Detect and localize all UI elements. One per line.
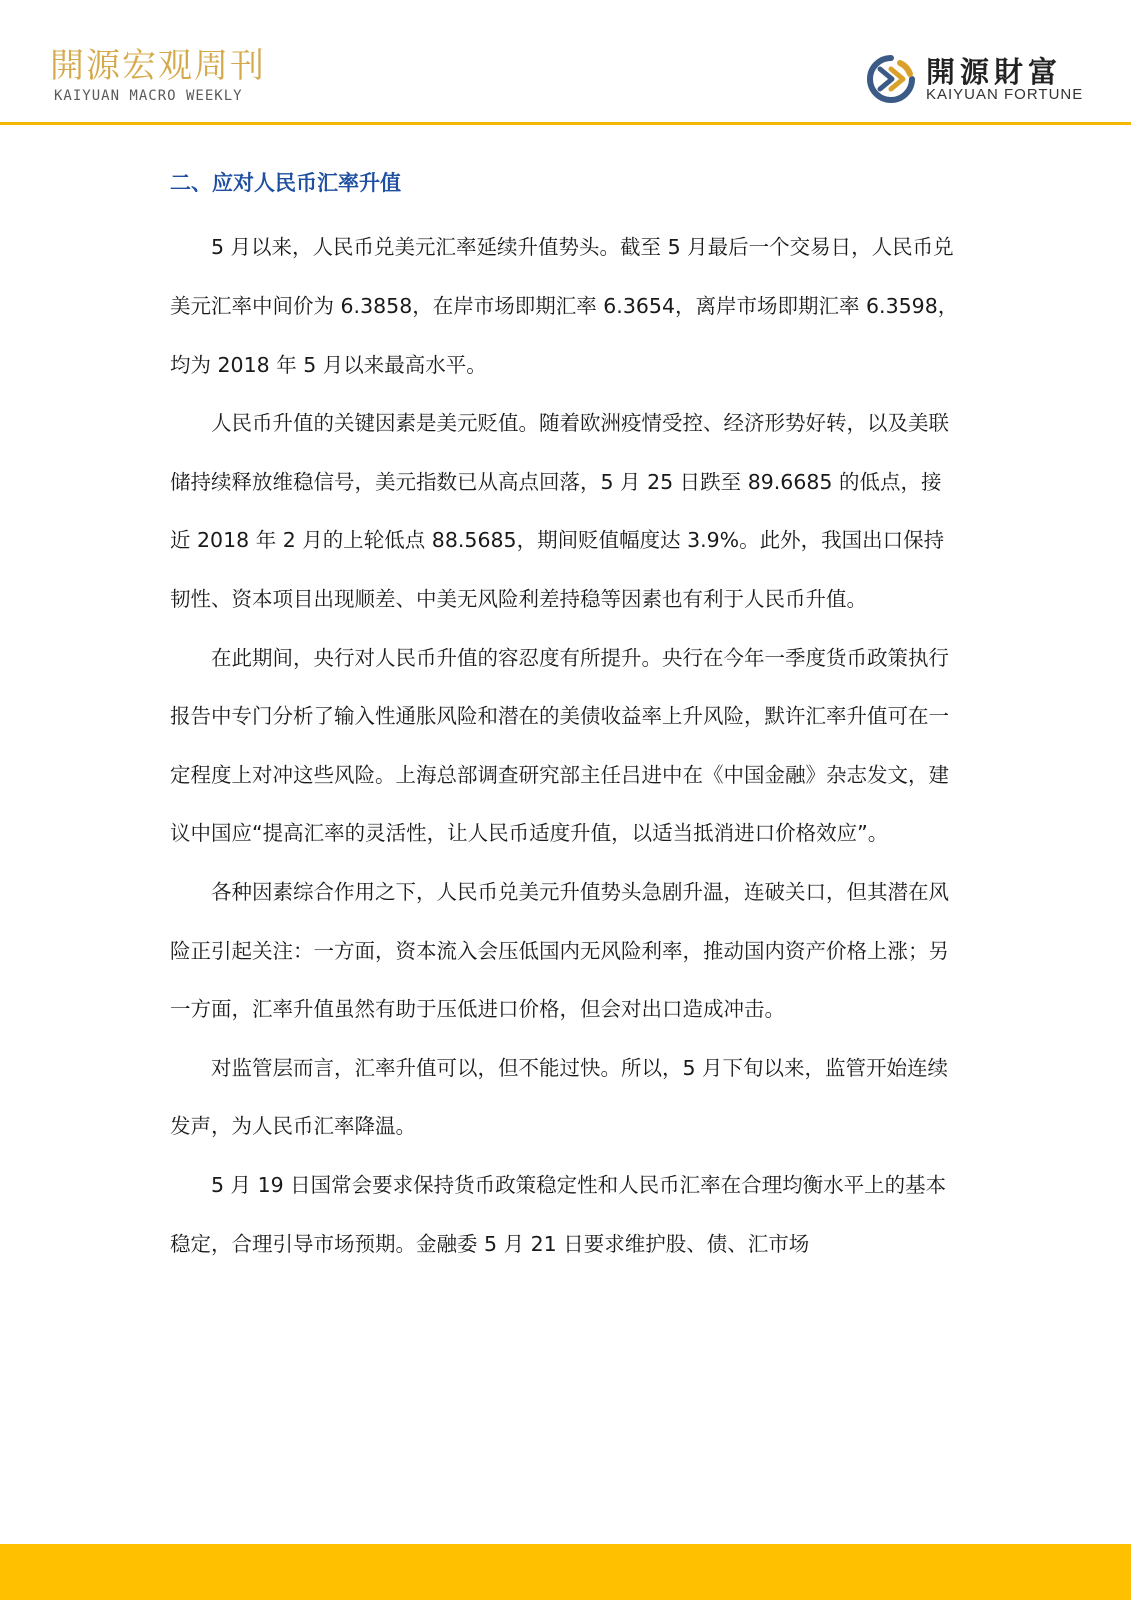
publication-title: 開源宏观周刊 <box>50 46 266 86</box>
paragraph: 人民币升值的关键因素是美元贬值。随着欧洲疫情受控、经济形势好转，以及美联储持续释放维稳信号，美元指数已从高点回落，5 月 25 日跌至 89.6685 的低点，接近 2018 年 2 月的上轮低点 88.5685，期间贬值幅度达 3.9%。此外，我国出口保持韧性、资本项目出现顺差、中美无风险利差持稳等因素也有利于人民币升值。 <box>170 411 949 611</box>
header-divider <box>0 122 1131 125</box>
paragraph: 5 月 19 日国常会要求保持货币政策稳定性和人民币汇率在合理均衡水平上的基本稳定，合理引导市场预期。金融委 5 月 21 日要求维护股、债、汇市场 <box>170 1172 947 1256</box>
page-header <box>0 0 1131 126</box>
article-body <box>170 145 960 1273</box>
paragraph: 在此期间，央行对人民币升值的容忍度有所提升。央行在今年一季度货币政策执行报告中专门分析了输入性通胀风险和潜在的美债收益率上升风险，默许汇率升值可在一定程度上对冲这些风险。上海总部调查研究部主任吕进中在《中国金融》杂志发文，建议中国应“提高汇率的灵活性，让人民币适度升值，以适当抵消进口价格效应”。 <box>170 645 949 846</box>
footer-band <box>0 1544 1131 1600</box>
kaiyuan-logo-icon <box>866 54 916 104</box>
section-heading: 二、应对人民币汇率升值 <box>170 171 401 196</box>
logo-text-en: KAIYUAN FORTUNE <box>926 86 1084 103</box>
logo-text-cn: 開源財富 <box>926 55 1063 89</box>
company-logo <box>866 50 1086 106</box>
paragraph: 各种因素综合作用之下，人民币兑美元升值势头急剧升温，连破关口，但其潜在风险正引起关注：一方面，资本流入会压低国内无风险利率，推动国内资产价格上涨；另一方面，汇率升值虽然有助于压低进口价格，但会对出口造成冲击。 <box>170 879 949 1022</box>
paragraph: 对监管层而言，汇率升值可以，但不能过快。所以，5 月下旬以来，监管开始连续发声，为人民币汇率降温。 <box>170 1055 949 1139</box>
paragraph: 5 月以来，人民币兑美元汇率延续升值势头。截至 5 月最后一个交易日，人民币兑美元汇率中间价为 6.3858，在岸市场即期汇率 6.3654，离岸市场即期汇率 6.3598，均为 2018 年 5 月以来最高水平。 <box>170 235 959 377</box>
publication-subtitle: KAIYUAN MACRO WEEKLY <box>54 88 243 104</box>
